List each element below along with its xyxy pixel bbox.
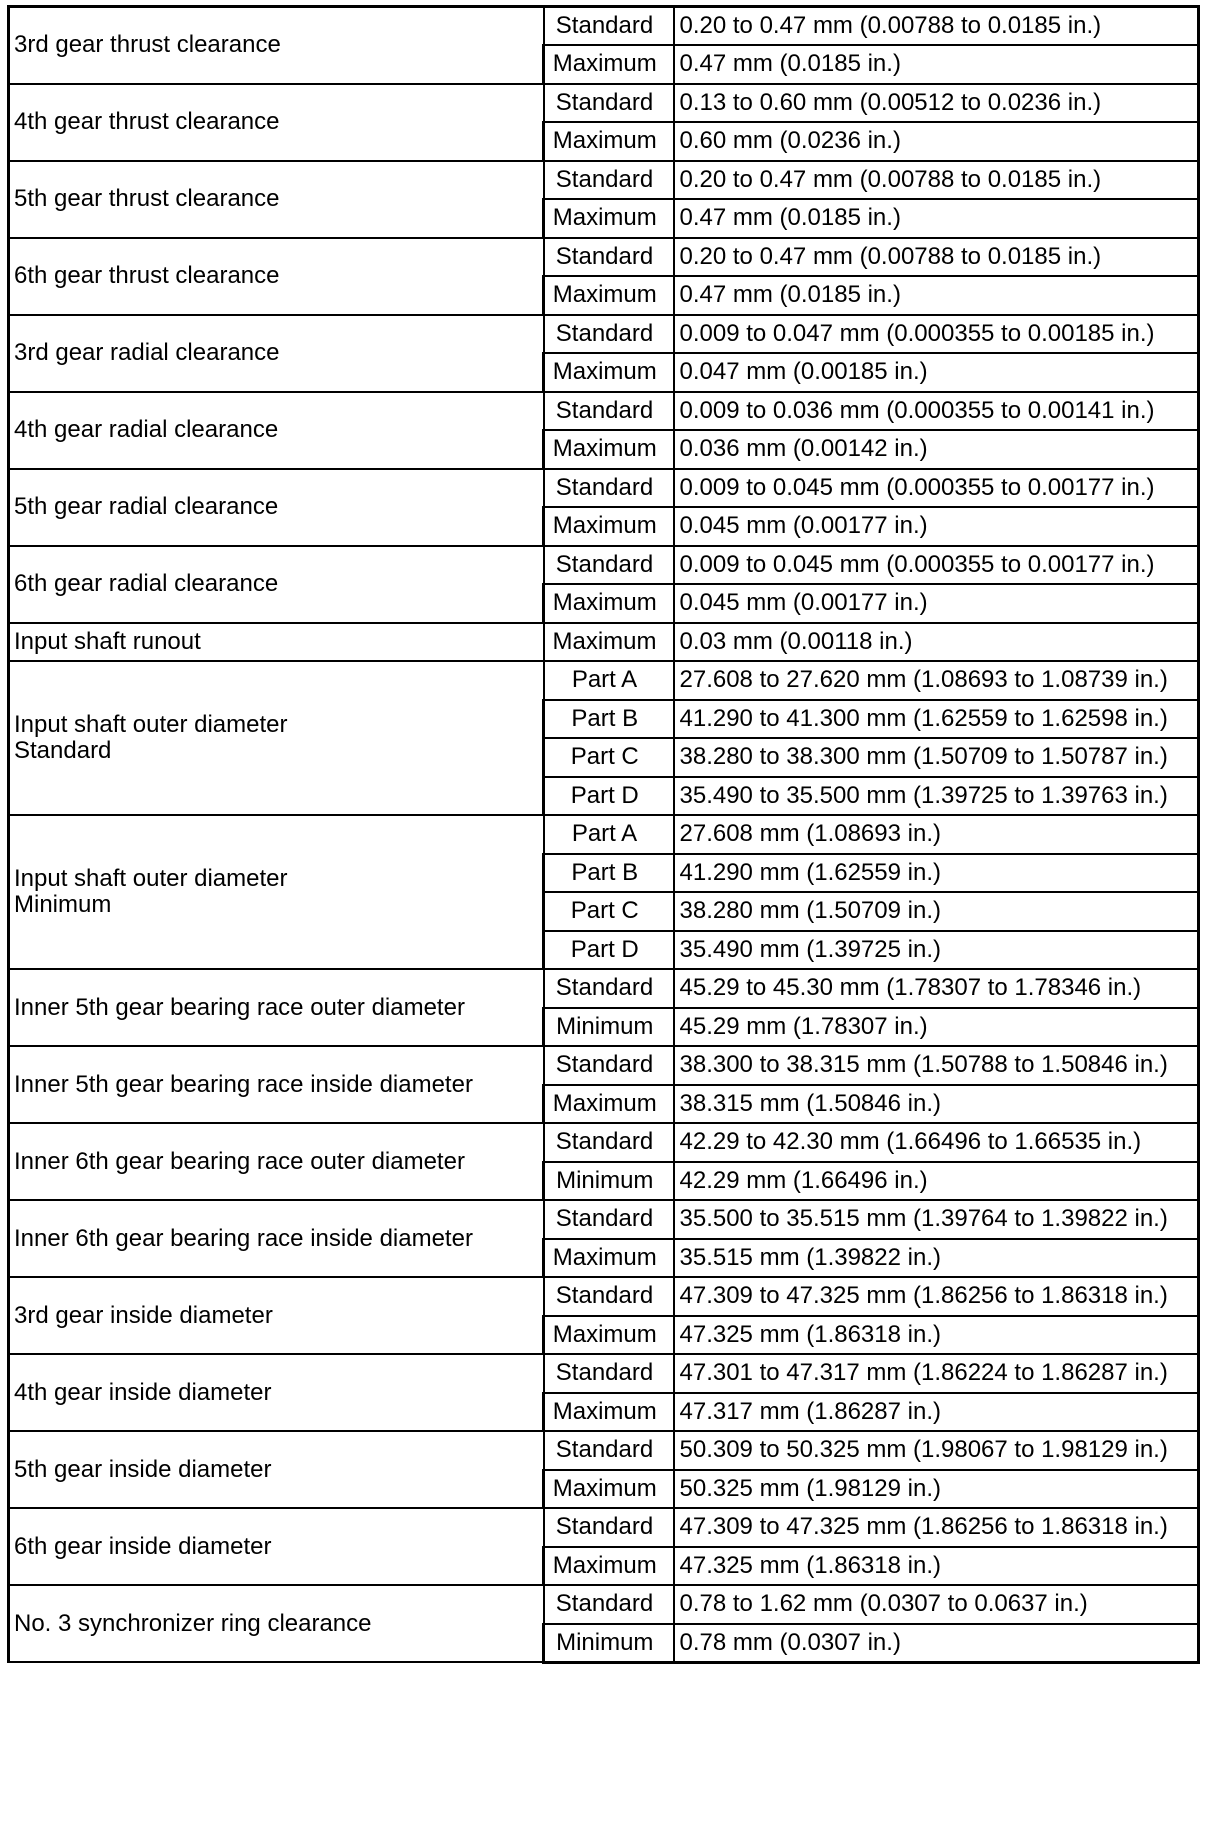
spec-value-cell: 0.47 mm (0.0185 in.) <box>674 199 1199 238</box>
item-name-cell <box>9 623 544 662</box>
item-name-cell <box>9 1354 544 1431</box>
spec-value-cell: 27.608 mm (1.08693 in.) <box>674 815 1199 854</box>
spec-value-cell: 0.009 to 0.045 mm (0.000355 to 0.00177 in.) <box>674 469 1199 508</box>
item-name-cell <box>9 469 544 546</box>
item-name-cell <box>9 661 544 815</box>
spec-value-cell: 0.78 mm (0.0307 in.) <box>674 1624 1199 1663</box>
table-row <box>9 1046 1199 1085</box>
item-name-cell <box>9 392 544 469</box>
spec-kind-cell: Minimum <box>544 1008 674 1047</box>
spec-kind-cell: Minimum <box>544 1162 674 1201</box>
table-row <box>9 661 1199 700</box>
spec-kind-cell: Standard <box>544 315 674 354</box>
spec-value-cell: 0.20 to 0.47 mm (0.00788 to 0.0185 in.) <box>674 7 1199 46</box>
spec-kind-cell: Standard <box>544 1046 674 1085</box>
spec-value-cell: 0.60 mm (0.0236 in.) <box>674 122 1199 161</box>
spec-kind-cell: Standard <box>544 84 674 123</box>
spec-kind-cell: Minimum <box>544 1624 674 1663</box>
spec-kind-cell: Standard <box>544 1508 674 1547</box>
spec-kind-cell: Standard <box>544 7 674 46</box>
item-name-cell <box>9 1431 544 1508</box>
item-name-line: Input shaft runout <box>14 627 201 655</box>
spec-value-cell: 35.490 to 35.500 mm (1.39725 to 1.39763 in.) <box>674 777 1199 816</box>
spec-kind-cell: Part A <box>544 661 674 700</box>
table-row <box>9 1200 1199 1239</box>
spec-value-cell: 38.280 to 38.300 mm (1.50709 to 1.50787 in.) <box>674 738 1199 777</box>
spec-kind-cell: Standard <box>544 546 674 585</box>
table-row <box>9 1354 1199 1393</box>
item-name-cell <box>9 1585 544 1662</box>
spec-kind-cell: Maximum <box>544 276 674 315</box>
spec-value-cell: 45.29 to 45.30 mm (1.78307 to 1.78346 in.) <box>674 969 1199 1008</box>
spec-value-cell: 50.309 to 50.325 mm (1.98067 to 1.98129 in.) <box>674 1431 1199 1470</box>
table-row <box>9 392 1199 431</box>
spec-kind-cell: Part D <box>544 777 674 816</box>
spec-kind-cell: Maximum <box>544 584 674 623</box>
spec-value-cell: 38.280 mm (1.50709 in.) <box>674 892 1199 931</box>
spec-kind-cell: Part A <box>544 815 674 854</box>
spec-kind-cell: Maximum <box>544 199 674 238</box>
spec-value-cell: 0.047 mm (0.00185 in.) <box>674 353 1199 392</box>
spec-value-cell: 47.317 mm (1.86287 in.) <box>674 1393 1199 1432</box>
item-name-line: Inner 6th gear bearing race inside diameter <box>14 1224 473 1252</box>
item-name-line: Inner 6th gear bearing race outer diameter <box>14 1147 465 1175</box>
spec-kind-cell: Maximum <box>544 430 674 469</box>
spec-value-cell: 42.29 to 42.30 mm (1.66496 to 1.66535 in.) <box>674 1123 1199 1162</box>
spec-value-cell: 27.608 to 27.620 mm (1.08693 to 1.08739 in.) <box>674 661 1199 700</box>
spec-kind-cell: Standard <box>544 1431 674 1470</box>
item-name-line: 6th gear thrust clearance <box>14 262 280 289</box>
item-name-cell <box>9 546 544 623</box>
spec-kind-cell: Standard <box>544 392 674 431</box>
item-name-cell <box>9 1046 544 1123</box>
specification-table <box>7 5 1200 1664</box>
table-row <box>9 7 1199 46</box>
spec-value-cell: 0.13 to 0.60 mm (0.00512 to 0.0236 in.) <box>674 84 1199 123</box>
table-row <box>9 1508 1199 1547</box>
item-name-line: Inner 5th gear bearing race inside diameter <box>14 1070 473 1098</box>
table-row <box>9 815 1199 854</box>
table-row <box>9 623 1199 662</box>
spec-kind-cell: Maximum <box>544 507 674 546</box>
item-name-line: 6th gear inside diameter <box>14 1532 272 1560</box>
spec-kind-cell: Part C <box>544 892 674 931</box>
spec-kind-cell: Standard <box>544 1585 674 1624</box>
item-name-line: Input shaft outer diameter <box>14 711 288 738</box>
spec-value-cell: 0.20 to 0.47 mm (0.00788 to 0.0185 in.) <box>674 238 1199 277</box>
spec-kind-cell: Part B <box>544 854 674 893</box>
item-name-line: 5th gear inside diameter <box>14 1455 272 1483</box>
spec-kind-cell: Maximum <box>544 122 674 161</box>
item-name-line: 5th gear radial clearance <box>14 493 279 520</box>
spec-value-cell: 50.325 mm (1.98129 in.) <box>674 1470 1199 1509</box>
spec-kind-cell: Maximum <box>544 353 674 392</box>
spec-kind-cell: Part C <box>544 738 674 777</box>
item-name-cell <box>9 84 544 161</box>
spec-value-cell: 45.29 mm (1.78307 in.) <box>674 1008 1199 1047</box>
item-name-line: 3rd gear thrust clearance <box>14 31 281 59</box>
spec-kind-cell: Maximum <box>544 1393 674 1432</box>
table-row <box>9 84 1199 123</box>
item-name-line: Inner 5th gear bearing race outer diameter <box>14 993 465 1021</box>
item-name-line: 4th gear radial clearance <box>14 416 279 443</box>
spec-value-cell: 0.036 mm (0.00142 in.) <box>674 430 1199 469</box>
spec-kind-cell: Part D <box>544 931 674 970</box>
spec-kind-cell: Standard <box>544 1277 674 1316</box>
spec-value-cell: 41.290 to 41.300 mm (1.62559 to 1.62598 in.) <box>674 700 1199 739</box>
spec-value-cell: 47.309 to 47.325 mm (1.86256 to 1.86318 in.) <box>674 1277 1199 1316</box>
spec-value-cell: 42.29 mm (1.66496 in.) <box>674 1162 1199 1201</box>
item-name-line: 3rd gear radial clearance <box>14 339 280 366</box>
table-row <box>9 546 1199 585</box>
spec-value-cell: 47.325 mm (1.86318 in.) <box>674 1316 1199 1355</box>
item-name-line: 6th gear radial clearance <box>14 570 279 597</box>
item-name-cell <box>9 1200 544 1277</box>
spec-value-cell: 0.009 to 0.047 mm (0.000355 to 0.00185 in.) <box>674 315 1199 354</box>
spec-kind-cell: Maximum <box>544 623 674 662</box>
spec-value-cell: 47.301 to 47.317 mm (1.86224 to 1.86287 in.) <box>674 1354 1199 1393</box>
spec-kind-cell: Part B <box>544 700 674 739</box>
item-name-cell <box>9 161 544 238</box>
item-name-line: Minimum <box>14 891 112 918</box>
spec-kind-cell: Standard <box>544 161 674 200</box>
table-row <box>9 238 1199 277</box>
table-row <box>9 969 1199 1008</box>
table-row <box>9 1431 1199 1470</box>
spec-value-cell: 0.47 mm (0.0185 in.) <box>674 276 1199 315</box>
item-name-line: No. 3 synchronizer ring clearance <box>14 1609 372 1637</box>
item-name-line: Standard <box>14 737 112 764</box>
item-name-cell <box>9 1277 544 1354</box>
spec-kind-cell: Standard <box>544 969 674 1008</box>
spec-value-cell: 38.300 to 38.315 mm (1.50788 to 1.50846 in.) <box>674 1046 1199 1085</box>
item-name-line: Input shaft outer diameter <box>14 865 288 892</box>
spec-value-cell: 35.500 to 35.515 mm (1.39764 to 1.39822 in.) <box>674 1200 1199 1239</box>
spec-kind-cell: Maximum <box>544 1085 674 1124</box>
spec-value-cell: 47.309 to 47.325 mm (1.86256 to 1.86318 in.) <box>674 1508 1199 1547</box>
item-name-line: 4th gear thrust clearance <box>14 108 280 135</box>
table-row <box>9 469 1199 508</box>
spec-value-cell: 0.009 to 0.045 mm (0.000355 to 0.00177 in.) <box>674 546 1199 585</box>
item-name-cell <box>9 238 544 315</box>
item-name-cell <box>9 815 544 969</box>
spec-kind-cell: Standard <box>544 1123 674 1162</box>
item-name-cell <box>9 315 544 392</box>
item-name-cell <box>9 7 544 84</box>
table-row <box>9 315 1199 354</box>
specification-table-body <box>9 7 1199 1663</box>
item-name-cell <box>9 1508 544 1585</box>
spec-value-cell: 0.009 to 0.036 mm (0.000355 to 0.00141 in.) <box>674 392 1199 431</box>
table-row <box>9 161 1199 200</box>
spec-value-cell: 35.490 mm (1.39725 in.) <box>674 931 1199 970</box>
spec-value-cell: 0.03 mm (0.00118 in.) <box>674 623 1199 662</box>
spec-kind-cell: Standard <box>544 1200 674 1239</box>
spec-kind-cell: Standard <box>544 1354 674 1393</box>
table-row <box>9 1123 1199 1162</box>
spec-kind-cell: Standard <box>544 238 674 277</box>
spec-value-cell: 0.20 to 0.47 mm (0.00788 to 0.0185 in.) <box>674 161 1199 200</box>
spec-value-cell: 35.515 mm (1.39822 in.) <box>674 1239 1199 1278</box>
spec-kind-cell: Maximum <box>544 1470 674 1509</box>
table-row <box>9 1277 1199 1316</box>
item-name-cell <box>9 969 544 1046</box>
spec-kind-cell: Maximum <box>544 1316 674 1355</box>
spec-value-cell: 0.045 mm (0.00177 in.) <box>674 584 1199 623</box>
spec-value-cell: 41.290 mm (1.62559 in.) <box>674 854 1199 893</box>
item-name-line: 4th gear inside diameter <box>14 1378 272 1406</box>
spec-value-cell: 0.78 to 1.62 mm (0.0307 to 0.0637 in.) <box>674 1585 1199 1624</box>
spec-value-cell: 47.325 mm (1.86318 in.) <box>674 1547 1199 1586</box>
spec-value-cell: 0.045 mm (0.00177 in.) <box>674 507 1199 546</box>
spec-kind-cell: Maximum <box>544 45 674 84</box>
table-row <box>9 1585 1199 1624</box>
spec-kind-cell: Standard <box>544 469 674 508</box>
item-name-line: 3rd gear inside diameter <box>14 1301 273 1329</box>
spec-kind-cell: Maximum <box>544 1239 674 1278</box>
spec-value-cell: 0.47 mm (0.0185 in.) <box>674 45 1199 84</box>
item-name-line: 5th gear thrust clearance <box>14 185 280 212</box>
spec-kind-cell: Maximum <box>544 1547 674 1586</box>
item-name-cell <box>9 1123 544 1200</box>
spec-value-cell: 38.315 mm (1.50846 in.) <box>674 1085 1199 1124</box>
